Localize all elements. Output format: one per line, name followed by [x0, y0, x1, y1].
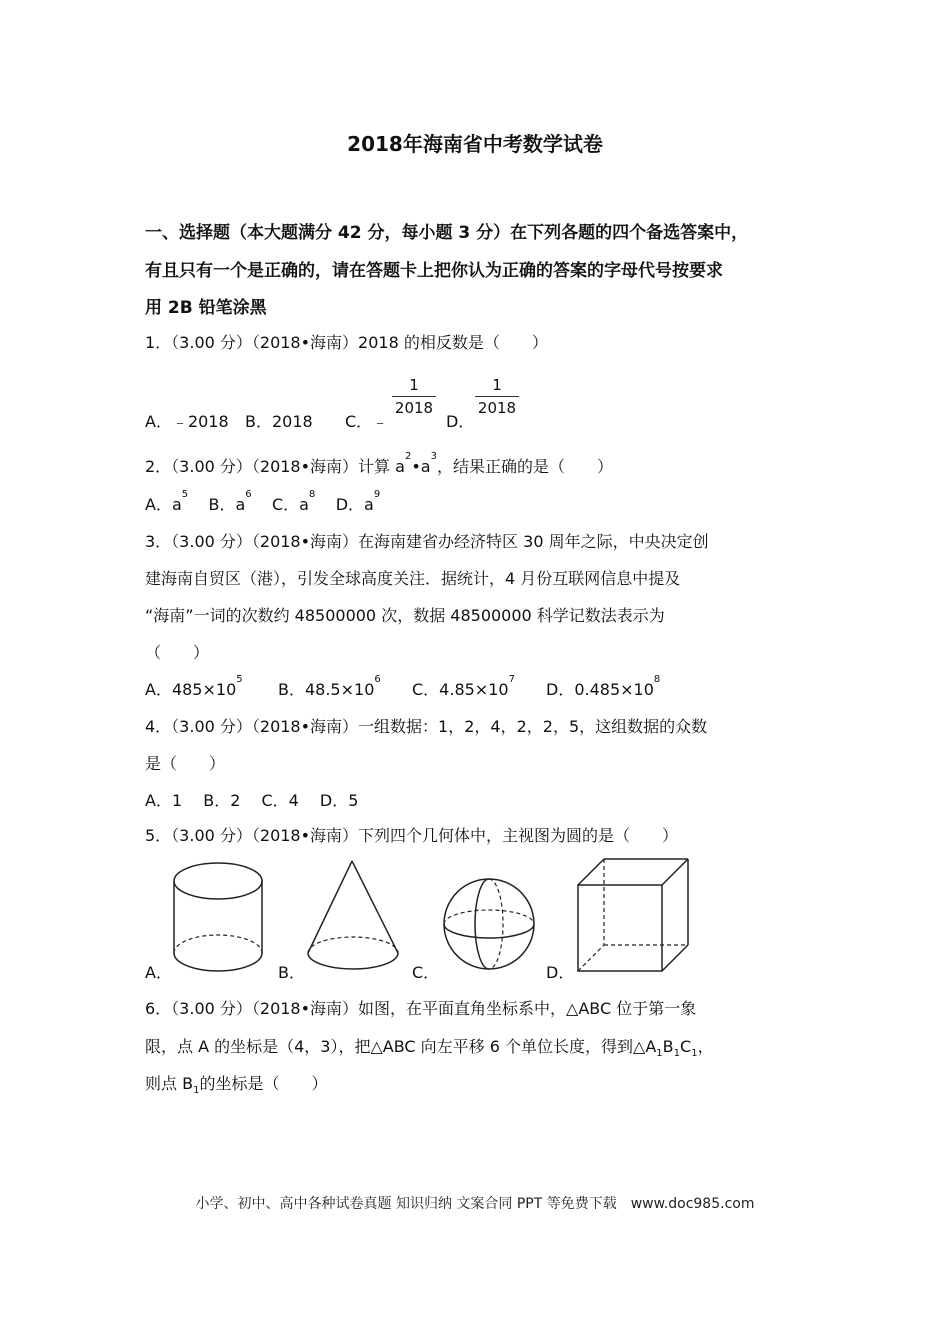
question-1-option-d: D．: [446, 412, 475, 431]
cylinder-figure: [170, 858, 270, 978]
fraction-denominator: 2018: [477, 399, 517, 417]
question-6-line1: 6．（3.00 分）（2018•海南）如图，在平面直角坐标系中，△ABC 位于第一象: [145, 999, 697, 1018]
question-1-option-b: B．2018: [245, 412, 313, 431]
question-6-line2: 限，点 A 的坐标是（4，3），把△ABC 向左平移 6 个单位长度，得到$\triangle A_1B_1C_1$，: [145, 1037, 714, 1059]
question-3-option-c: C．$4.85\times 10^7$: [412, 674, 515, 699]
question-1-stem: 1．（3.00 分）（2018•海南）2018 的相反数是（ ）: [145, 333, 548, 352]
fraction-denominator: 2018: [394, 399, 434, 417]
question-1-option-c: C．﹣: [345, 412, 389, 431]
question-2-option-a: A．$a^5$: [145, 489, 189, 514]
question-2-options: [145, 489, 381, 515]
question-4-line2: 是（ ）: [145, 754, 226, 773]
question-4-line1: 4．（3.00 分）（2018•海南）一组数据：1，2，4，2，2，5，这组数据的众数: [145, 717, 708, 736]
question-6-line3: 则点 $B_1$的坐标是（ ）: [145, 1074, 328, 1096]
fraction-bar: [392, 396, 436, 397]
question-5-option-b-label: B．: [278, 963, 305, 982]
question-3-line3: “海南”一词的次数约 48500000 次，数据 48500000 科学记数法表示为: [145, 606, 665, 625]
question-4-options: A．1 B．2 C．4 D．5: [145, 791, 359, 810]
question-3-option-b: B．$48.5\times 10^6$: [278, 674, 381, 699]
question-3-line2: 建海南自贸区（港），引发全球高度关注．据统计，4 月份互联网信息中提及: [145, 569, 681, 588]
question-3-line4: （ ）: [145, 643, 210, 662]
fraction-numerator: 1: [492, 376, 502, 394]
fraction-bar: [475, 396, 519, 397]
cone-figure: [300, 858, 410, 978]
question-2-option-b: B．$a^6$: [208, 489, 252, 514]
section-heading-line2: 有且只有一个是正确的，请在答题卡上把你认为正确的答案的字母代号按要求: [145, 261, 723, 281]
question-3-option-d: D．$0.485\times 10^8$: [546, 674, 661, 699]
cube-figure: [572, 855, 697, 980]
question-5-option-c-label: C．: [412, 963, 440, 982]
question-2-option-d: D．$a^9$: [335, 489, 381, 514]
question-1-fraction-d: [475, 376, 519, 417]
question-2-option-c: C．$a^8$: [272, 489, 316, 514]
question-5-stem: 5．（3.00 分）（2018•海南）下列四个几何体中，主视图为圆的是（ ）: [145, 826, 679, 845]
section-heading-line3: 用 2B 铅笔涂黑: [145, 298, 267, 318]
page-title: 2018年海南省中考数学试卷: [347, 132, 603, 156]
question-3-option-a: A．$485\times 10^5$: [145, 674, 243, 699]
question-5-option-a-label: A．: [145, 963, 172, 982]
question-1-option-a: A．﹣2018: [145, 412, 229, 431]
question-5-option-d-label: D．: [546, 963, 575, 982]
question-3-line1: 3．（3.00 分）（2018•海南）在海南建省办经济特区 30 周年之际，中央决定创: [145, 532, 709, 551]
question-1-fraction-c: [392, 376, 436, 417]
section-heading-line1: 一、选择题（本大题满分 42 分，每小题 3 分）在下列各题的四个备选答案中，: [145, 223, 749, 243]
fraction-numerator: 1: [409, 376, 419, 394]
question-2-stem: 2．（3.00 分）（2018•海南）计算 $a^2•a^3$，结果正确的是（ ）: [145, 451, 613, 476]
sphere-figure: [440, 874, 540, 974]
page-footer: 小学、初中、高中各种试卷真题 知识归纳 文案合同 PPT 等免费下载 www.doc985.com: [195, 1196, 755, 1212]
